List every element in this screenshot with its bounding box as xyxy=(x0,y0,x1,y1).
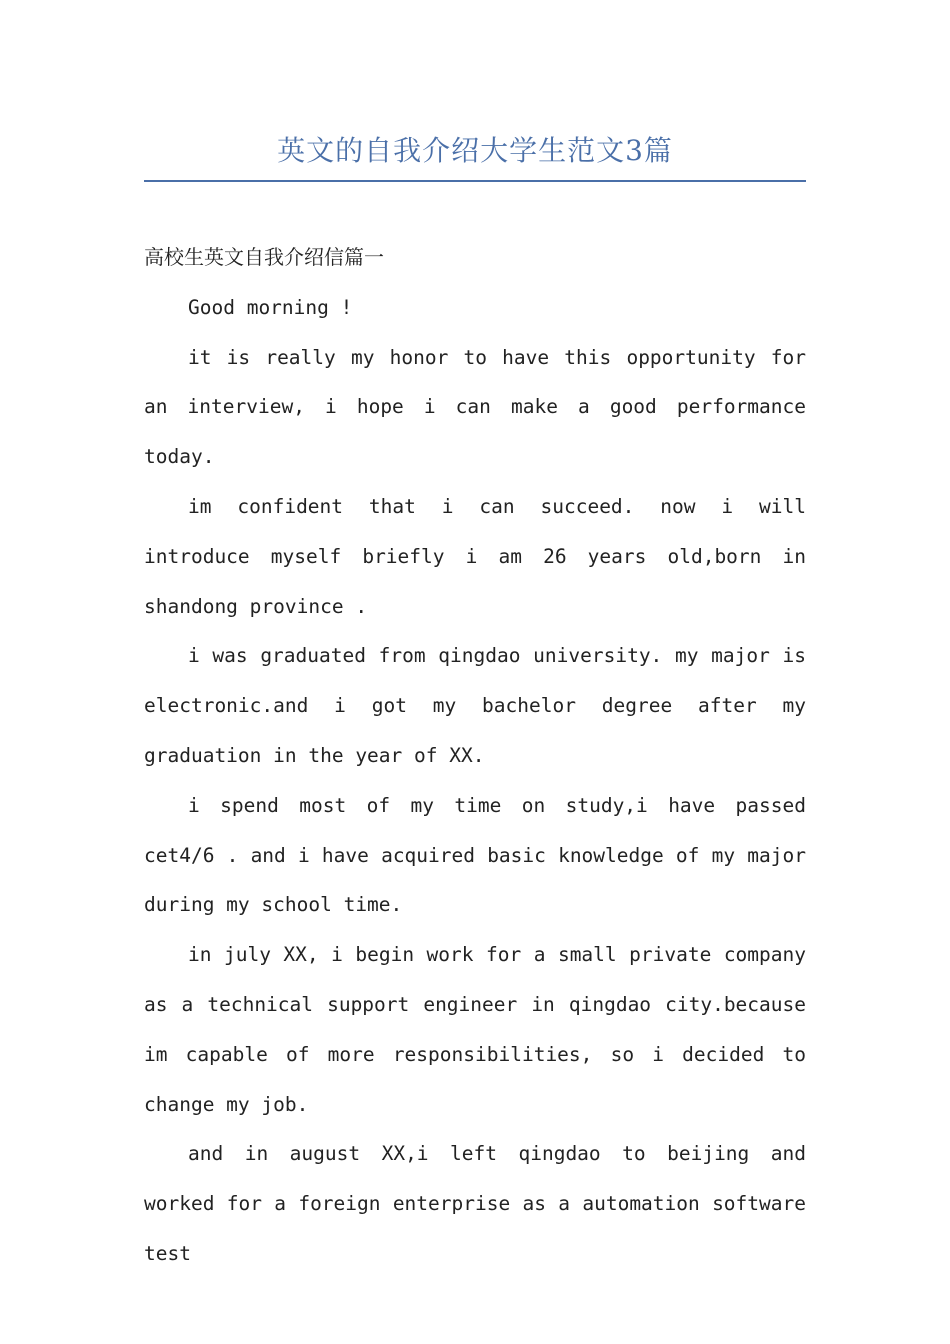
paragraph-honor: it is really my honor to have this opportunity for an interview, i hope i can make a good performance today. xyxy=(144,345,806,469)
document-title: 英文的自我介绍大学生范文3篇 xyxy=(277,134,673,167)
paragraph-introduction: im confident that i can succeed. now i will introduce myself briefly i am 26 years old,born in shandong province . xyxy=(144,494,806,618)
paragraph-greeting: Good morning ! xyxy=(188,295,353,319)
document-body xyxy=(144,233,806,1279)
paragraph-first-job: in july XX, i begin work for a small private company as a technical support engineer in qingdao city.because im capable of more responsibilities, so i decided to change my job. xyxy=(144,943,806,1116)
paragraph-study: i spend most of my time on study,i have passed cet4/6 . and i have acquired basic knowledge of my major during my school time. xyxy=(144,793,806,917)
title-underline xyxy=(144,180,806,182)
paragraph-second-job: and in august XX,i left qingdao to beijing and worked for a foreign enterprise as a automation software test xyxy=(144,1142,806,1265)
section-heading: 高校生英文自我介绍信篇一 xyxy=(144,245,384,269)
paragraph-education: i was graduated from qingdao university. my major is electronic.and i got my bachelor degree after my graduation in the year of XX. xyxy=(144,644,806,767)
